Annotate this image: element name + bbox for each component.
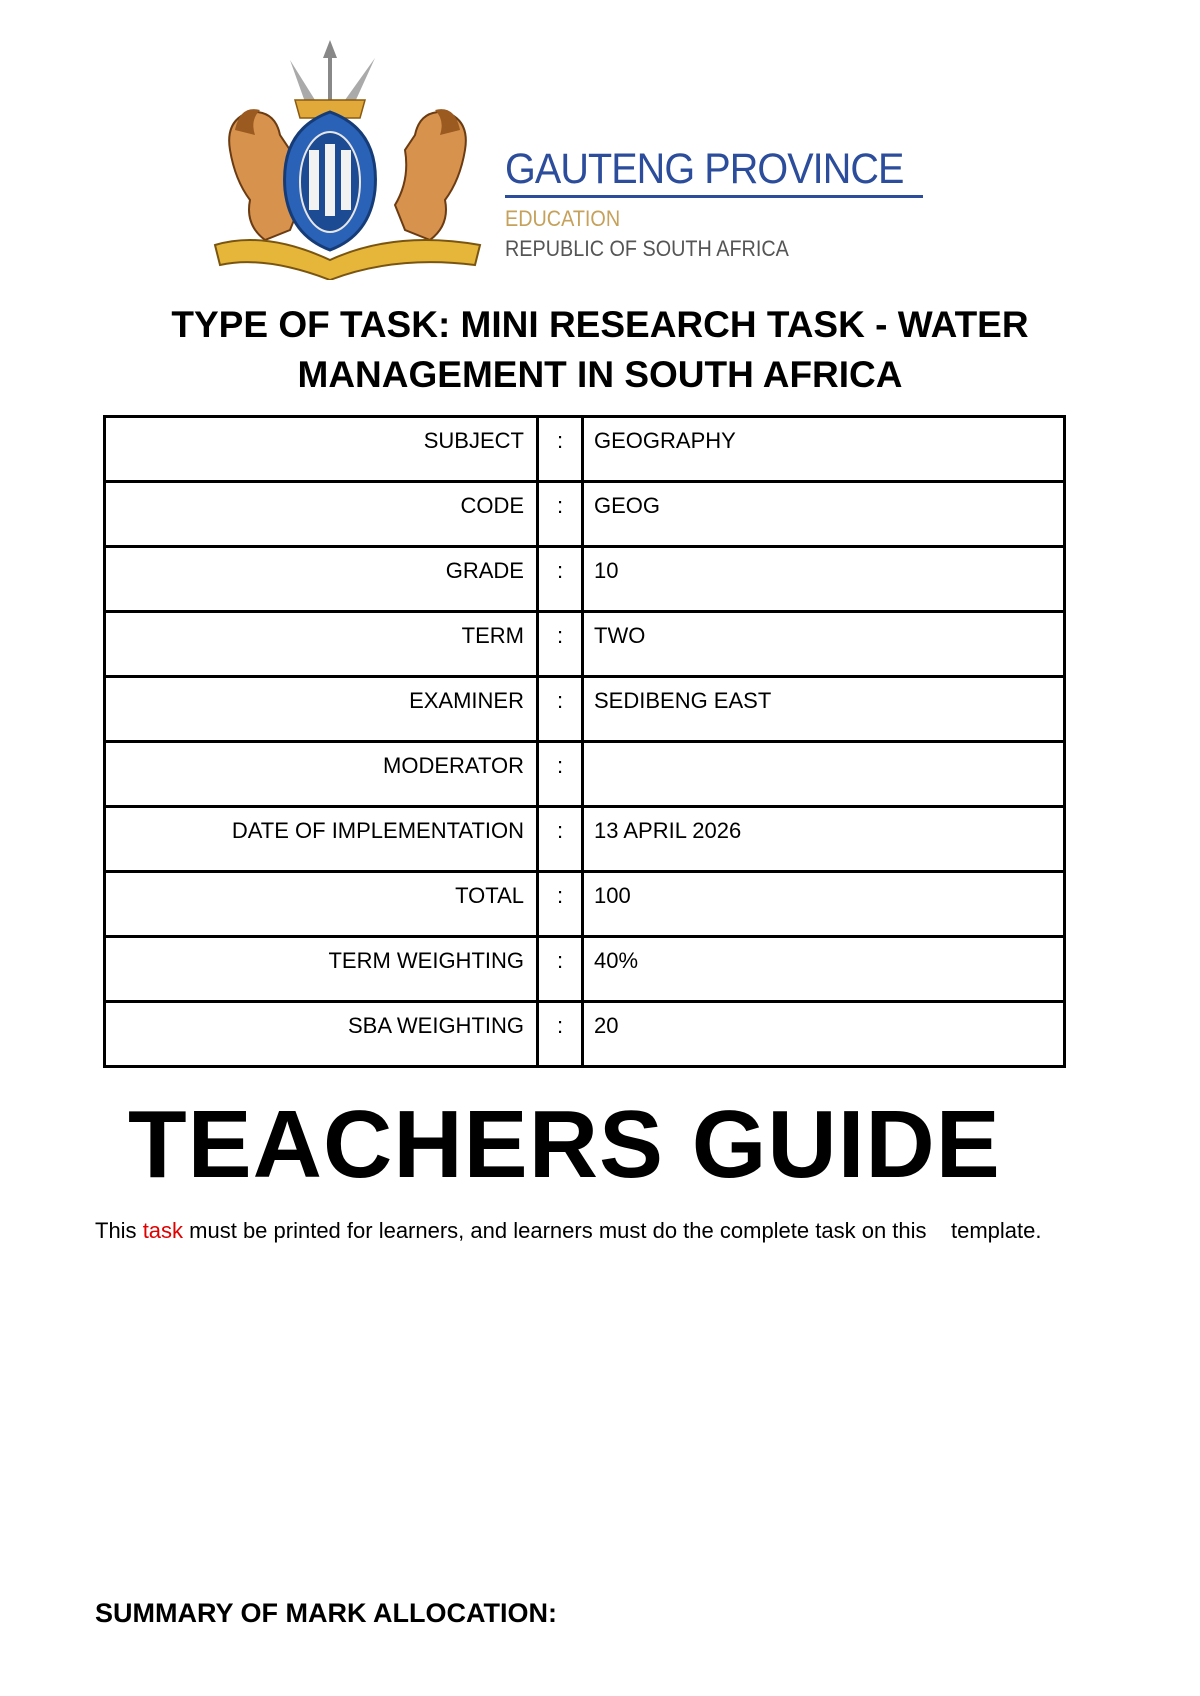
- row-value: 20: [583, 1002, 1065, 1067]
- row-value: GEOGRAPHY: [583, 417, 1065, 482]
- table-row: [105, 547, 1065, 612]
- table-row: [105, 872, 1065, 937]
- coat-of-arms-icon: [205, 40, 490, 280]
- letterhead: [205, 40, 965, 280]
- row-label: EXAMINER: [105, 677, 538, 742]
- row-label: TOTAL: [105, 872, 538, 937]
- row-separator: :: [538, 677, 583, 742]
- task-info-table: [103, 415, 1066, 1068]
- table-row: [105, 937, 1065, 1002]
- row-label: DATE OF IMPLEMENTATION: [105, 807, 538, 872]
- department-brand: [505, 145, 938, 262]
- row-value: [583, 742, 1065, 807]
- row-separator: :: [538, 1002, 583, 1067]
- instruction-text-start: This: [95, 1218, 143, 1243]
- task-title: TYPE OF TASK: MINI RESEARCH TASK - WATER MANAGEMENT IN SOUTH AFRICA: [171, 304, 1029, 395]
- row-separator: :: [538, 482, 583, 547]
- department-name: EDUCATION: [505, 206, 621, 231]
- row-value: 100: [583, 872, 1065, 937]
- row-separator: :: [538, 937, 583, 1002]
- row-label: GRADE: [105, 547, 538, 612]
- guide-title: TEACHERS GUIDE: [128, 1091, 1001, 1198]
- brand-underline: [505, 195, 923, 198]
- table-row: [105, 1002, 1065, 1067]
- table-row: [105, 482, 1065, 547]
- table-row: [105, 677, 1065, 742]
- row-value: SEDIBENG EAST: [583, 677, 1065, 742]
- row-value: TWO: [583, 612, 1065, 677]
- row-separator: :: [538, 742, 583, 807]
- row-label: CODE: [105, 482, 538, 547]
- row-separator: :: [538, 417, 583, 482]
- summary-heading: SUMMARY OF MARK ALLOCATION:: [95, 1598, 557, 1628]
- table-row: [105, 807, 1065, 872]
- instruction-text-end: must be printed for learners, and learners must do the complete task on this template.: [183, 1218, 1042, 1243]
- row-value: 13 APRIL 2026: [583, 807, 1065, 872]
- row-label: TERM WEIGHTING: [105, 937, 538, 1002]
- row-value: 40%: [583, 937, 1065, 1002]
- instruction-highlight: task: [142, 1218, 184, 1243]
- province-name: GAUTENG PROVINCE: [505, 145, 904, 193]
- table-row: [105, 417, 1065, 482]
- table-row: [105, 742, 1065, 807]
- row-label: SBA WEIGHTING: [105, 1002, 538, 1067]
- row-label: TERM: [105, 612, 538, 677]
- row-separator: :: [538, 872, 583, 937]
- country-name: REPUBLIC OF SOUTH AFRICA: [505, 236, 789, 261]
- row-separator: :: [538, 547, 583, 612]
- row-value: GEOG: [583, 482, 1065, 547]
- table-row: [105, 612, 1065, 677]
- row-separator: :: [538, 612, 583, 677]
- print-instruction: [95, 1217, 1075, 1245]
- row-value: 10: [583, 547, 1065, 612]
- row-label: SUBJECT: [105, 417, 538, 482]
- row-label: MODERATOR: [105, 742, 538, 807]
- row-separator: :: [538, 807, 583, 872]
